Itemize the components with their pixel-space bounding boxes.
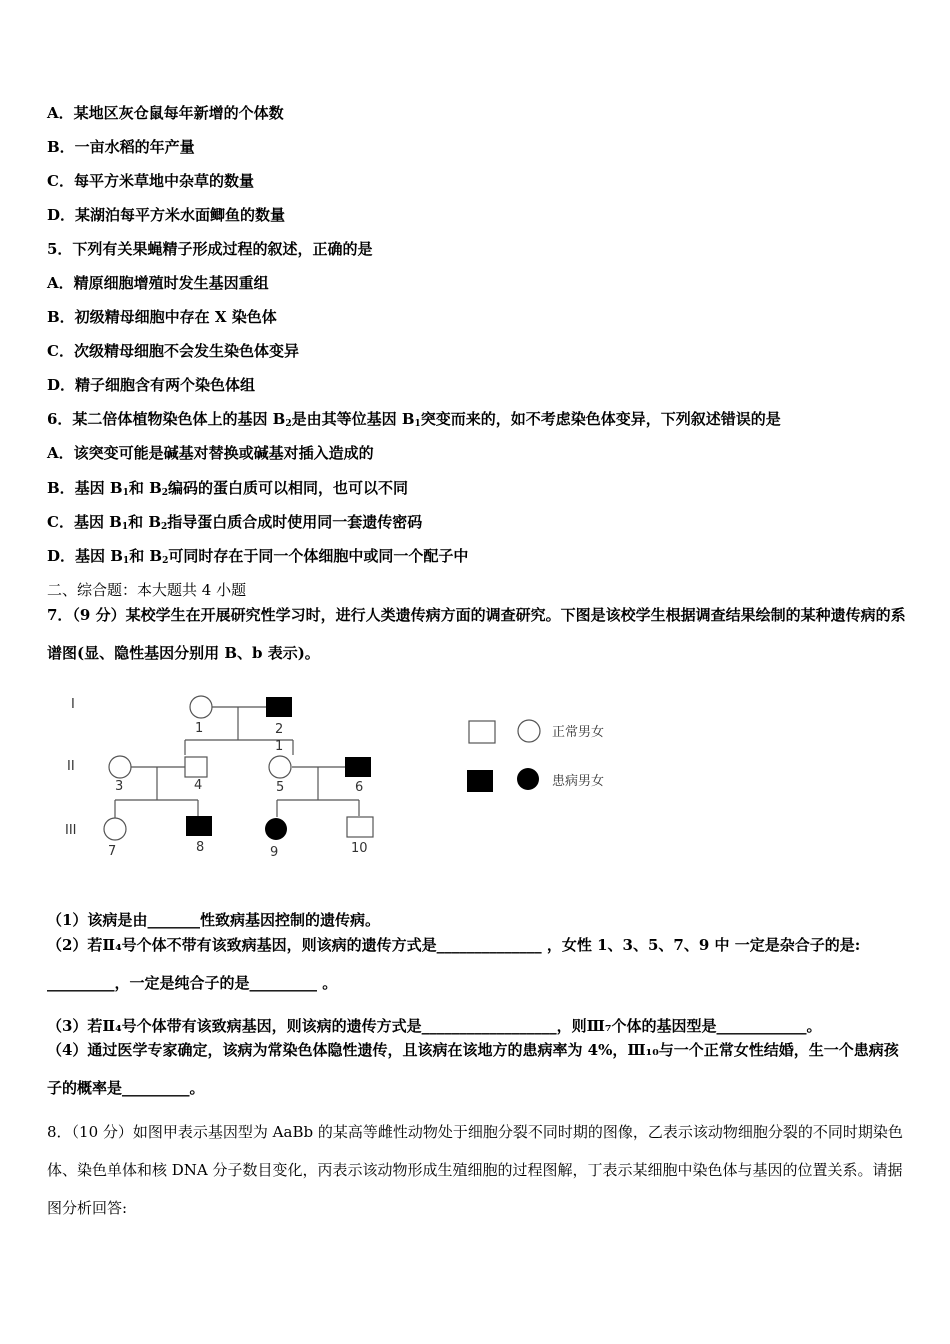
gen-label-III: III	[65, 823, 77, 838]
individual-III-10	[347, 817, 373, 837]
question-stem: 6．某二倍体植物染色体上的基因 $B_2$是由其等位基因 $B_1$突变而来的，如不考虑染色体变异，下列叙述错误的是	[47, 410, 781, 429]
subquestion: （4）通过医学专家确定，该病为常染色体隐性遗传，且该病在该地方的患病率为 4%，Ⅲ₁₀与一个正常女性结婚，生一个患病孩子的概率是_________。	[47, 1041, 899, 1097]
individual-III-9	[265, 818, 287, 840]
individual-III-7	[104, 818, 126, 840]
individual-number: 2	[275, 722, 284, 737]
legend-normal-male	[469, 721, 495, 743]
option-line: C．次级精母细胞不会发生染色体变异	[47, 342, 299, 360]
gen-label-I: I	[71, 697, 75, 712]
question-stem: 5．下列有关果蝇精子形成过程的叙述，正确的是	[47, 240, 373, 258]
pedigree-chart	[55, 688, 675, 873]
individual-number: 7	[108, 844, 117, 859]
option-line: B．一亩水稻的年产量	[47, 138, 195, 156]
subquestion: （1）该病是由_______性致病基因控制的遗传病。	[47, 911, 380, 929]
individual-number: 3	[115, 779, 124, 794]
section-heading: 二、综合题：本大题共 4 小题	[47, 581, 247, 599]
legend-affected-female	[517, 768, 539, 790]
legend-normal-label: 正常男女	[552, 725, 605, 740]
individual-number: 1	[195, 721, 204, 736]
individual-number: 9	[270, 845, 279, 860]
subquestion: （3）若Ⅱ₄号个体带有该致病基因，则该病的遗传方式是__________________，则Ⅲ₇个体的基因型是____________。	[47, 1017, 822, 1035]
individual-number: 4	[194, 778, 203, 793]
legend-affected-male	[467, 770, 493, 792]
individual-number: 10	[351, 841, 368, 856]
individual-II-4	[185, 757, 207, 777]
gen-label-II: II	[67, 759, 75, 774]
option-line: A．某地区灰仓鼠每年新增的个体数	[47, 104, 284, 122]
option-line: B．基因 $B_1$和 $B_2$编码的蛋白质可以相同，也可以不同	[47, 479, 409, 498]
option-line: B．初级精母细胞中存在 X 染色体	[47, 308, 277, 326]
option-line: C．基因 $B_1$和 $B_2$指导蛋白质合成时使用同一套遗传密码	[47, 513, 423, 532]
individual-I-2	[266, 697, 292, 717]
option-line: D．某湖泊每平方米水面鲫鱼的数量	[47, 206, 286, 224]
legend-normal-female	[518, 720, 540, 742]
option-line: D．精子细胞含有两个染色体组	[47, 376, 256, 394]
question-stem: 8．（10 分）如图甲表示基因型为 AaBb 的某高等雌性动物处于细胞分裂不同时期的图像，乙表示该动物细胞分裂的不同时期染色体、染色单体和核 DNA 分子数目变化，丙表示该动物形成生殖细胞的过程图解，丁表示某细胞中染色体与基因的位置关系。请据图分析回答:	[47, 1123, 903, 1217]
individual-II-5	[269, 756, 291, 778]
individual-II-6	[345, 757, 371, 777]
individual-I-1	[190, 696, 212, 718]
individual-number: 8	[196, 840, 205, 855]
individual-number: 5	[276, 780, 285, 795]
option-line: A．该突变可能是碱基对替换或碱基对插入造成的	[47, 444, 374, 462]
individual-II-3	[109, 756, 131, 778]
legend-affected-label: 患病男女	[552, 774, 605, 789]
stray-mark: 1	[275, 739, 284, 754]
option-line: C．每平方米草地中杂草的数量	[47, 172, 254, 190]
individual-III-8	[186, 816, 212, 836]
question-stem: 7．（9 分）某校学生在开展研究性学习时，进行人类遗传病方面的调查研究。下图是该校学生根据调查结果绘制的某种遗传病的系谱图(显、隐性基因分别用 B、b 表示)。	[47, 606, 906, 662]
option-line: A．精原细胞增殖时发生基因重组	[47, 274, 269, 292]
subquestion: （2）若Ⅱ₄号个体不带有该致病基因，则该病的遗传方式是______________ ，女性 1、3、5、7、9 中 一定是杂合子的是: _________，一定是纯合子的是_________ 。	[47, 936, 861, 992]
individual-number: 6	[355, 780, 364, 795]
option-line: D．基因 $B_1$和 $B_2$可同时存在于同一个体细胞中或同一个配子中	[47, 547, 469, 566]
